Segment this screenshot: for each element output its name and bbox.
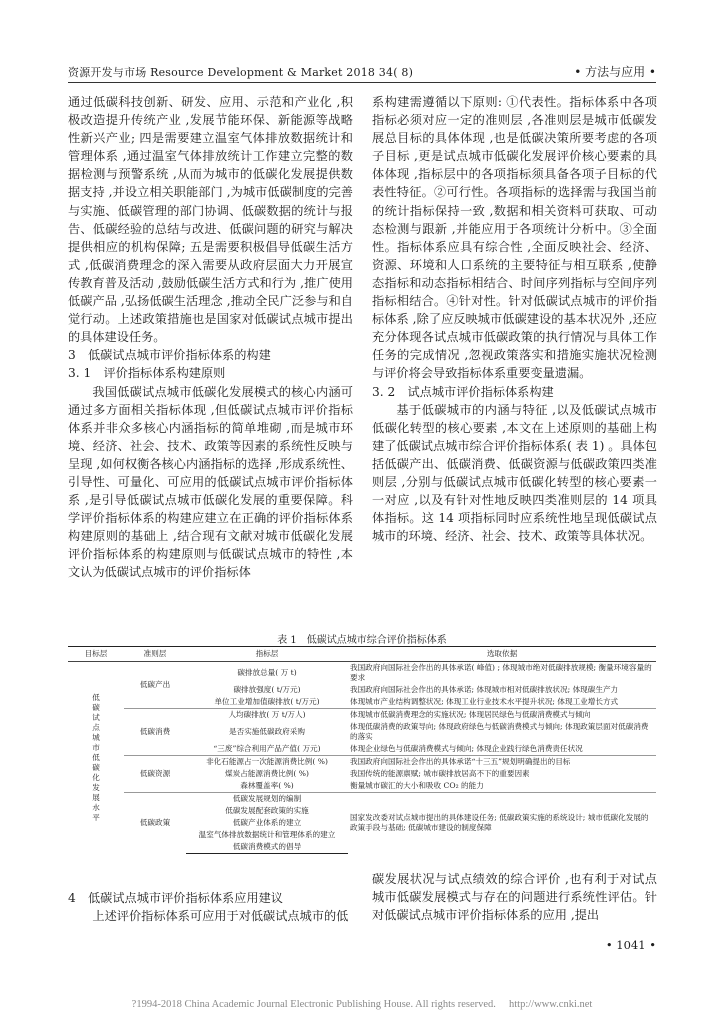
table-row xyxy=(68,793,656,806)
indicator-table xyxy=(68,646,656,854)
subsection-3-1-heading: 3. 1 评价指标体系构建原则 xyxy=(68,366,226,381)
indicator-cell: 低碳消费模式的倡导 xyxy=(186,841,348,854)
table-row xyxy=(68,756,656,769)
subsection-3-2-heading: 3. 2 试点城市评价指标体系构建 xyxy=(372,384,554,399)
criterion-cell: 低碳产出 xyxy=(139,680,171,689)
basis-cell: 我国政府向国际社会作出的具体承诺“十三五”规划明确提出的目标 xyxy=(348,756,656,769)
section-4-paragraph: 上述评价指标体系可应用于对低碳试点城市的低 xyxy=(92,909,349,924)
indicator-cell: 碳排放强度( t/万元) xyxy=(233,685,301,694)
indicator-cell: 单位工业增加值碳排放( t/万元) xyxy=(214,697,320,706)
indicator-cell: 低碳产业体系的建立 xyxy=(232,818,302,827)
indicator-cell: 温室气体排放数据统计和管理体系的建立 xyxy=(198,830,336,839)
copyright-footer: ?1994-2018 China Academic Journal Electronic Publishing House. All rights reserved. http://www.cnki.net xyxy=(131,999,593,1010)
basis-cell: 我国政府向国际社会作出的具体承诺( 峰值) ; 体现城市绝对低碳排放规模; 衡量环境容量的要求 xyxy=(350,663,652,682)
indicator-cell: 非化石能源占一次能源消费比例( %) xyxy=(186,756,348,769)
indicator-cell: 是否实施低碳政府采购 xyxy=(229,727,305,736)
indicator-cell: 碳排放总量( 万 t) xyxy=(237,668,297,677)
indicator-cell: 森林覆盖率( %) xyxy=(240,781,294,790)
section-4-heading: 4 低碳试点城市评价指标体系应用建议 xyxy=(68,891,283,905)
basis-cell: 体现城市低碳消费理念的实施状况; 体现居民绿色与低碳消费模式与倾向 xyxy=(348,709,656,722)
basis-cell: 我国政府向国际社会作出的具体承诺; 体现城市相对低碳排放状况; 体现碳生产力 xyxy=(350,685,619,694)
left-paragraph-2: 我国低碳试点城市低碳化发展模式的核心内涵可通过多方面相关指标体现 ,但低碳试点城市评价指标体系并非众多核心内涵指标的简单堆砌 ,而是城市环境、经济、社会、技术、政策等因素的系统性反映与呈现 ,如何权衡各核心内涵指标的选择 ,形成系统性、引导性、可量化、可应用的低碳试点城市评价指标体系 ,是引导低碳试点城市低碳化发展的重要保障。科学评价指标体系的构建应建立在正确的评价指标体系构建原则的基础上 ,结合现有文献对城市低碳化发展评价指标体系的构建原则与低碳试点城市的特性 ,本文认为低碳试点城市的评价指标体 xyxy=(68,384,353,580)
indicator-cell: 低碳发展规划的编制 xyxy=(186,793,348,806)
basis-cell: 体现城市产业结构调整状况; 体现工业行业技术水平提升状况; 体现工业增长方式 xyxy=(350,697,619,706)
table-caption: 表 1 低碳试点城市综合评价指标体系 xyxy=(277,635,447,646)
table-row xyxy=(68,709,656,722)
section-4 xyxy=(68,889,353,925)
basis-cell: 体现企业绿色与低碳消费模式与倾向; 体现企业践行绿色消费责任状况 xyxy=(350,744,583,753)
right-column xyxy=(372,93,657,545)
table-row xyxy=(68,662,656,685)
header-target-layer: 目标层 xyxy=(68,647,124,662)
right-paragraph-2: 基于低碳城市的内涵与特征 ,以及低碳试点城市低碳化转型的核心要素 ,本文在上述原则的基础上构建了低碳试点城市综合评价指标体系( 表 1) 。具体包括低碳产出、低碳消费、低碳资源与低碳政策四类准则层 ,分别与低碳试点城市低碳化转型的核心要素一一对应 ,以及有针对性地反映四类准则层的 14 项具体指标。这 14 项指标同时应系统性地呈现低碳试点城市的环境、经济、社会、技术、政策等具体状况。 xyxy=(372,402,657,544)
right-paragraph-1: 系构建需遵循以下原则: ①代表性。指标体系中各项指标必须对应一定的准则层 ,各准则层是城市低碳发展总目标的具体体现 ,也是低碳决策所要考虑的各项子目标 ,更是试点城市低碳化发展评价核心要素的具体体现 ,指标层中的各项指标须具备各项子目标的代表性特征。②可行性。各项指标的选择需与我国当前的统计指标保持一致 ,数据和相关资料可获取、可动态检测与跟新 ,并能应用于各项统计分析中。③全面性。指标体系应具有综合性 ,全面反映社会、经济、资源、环境和人口系统的主要特征与相互联系 ,使静态指标和动态指标相结合、时间序列指标与空间序列指标相结合。④针对性。针对低碳试点城市的评价指标体系 ,除了应反映城市低碳建设的基本状况外 ,还应充分体现各试点城市低碳政策的执行情况与具体工作任务的完成情况 ,忽视政策落实和措施实施状况检测与评价将会导致指标体系重要变量遗漏。 xyxy=(372,95,657,381)
section-3-heading: 3 低碳试点城市评价指标体系的构建 xyxy=(68,348,271,363)
indicator-cell: “三废”综合利用产品产值( 万元) xyxy=(213,744,321,753)
section-header: • 方法与应用 • xyxy=(574,65,656,79)
criterion-cell: 低碳消费 xyxy=(124,709,186,756)
indicator-cell: 煤炭占能源消费比例( %) xyxy=(225,769,309,778)
indicator-cell: 人均碳排放( 万 t/万人) xyxy=(186,709,348,722)
target-cell: 低碳试点城市低碳化发展水平 xyxy=(92,692,100,822)
criterion-cell: 低碳资源 xyxy=(124,756,186,793)
left-paragraph-1: 通过低碳科技创新、研发、应用、示范和产业化 ,积极改造提升传统产业 ,发展节能环保、新能源等战略性新兴产业; 四是需要建立温室气体排放数据统计和管理体系 ,通过温室气体排放统计工作建立完整的数据检测与预警系统 ,从而为城市的低碳化发展提供数据支持 ,并设立相关职能部门 ,为城市低碳制度的完善与实施、低碳管理的部门协调、低碳数据的统计与报告、低碳经验的总结与改进、低碳问题的研究与解决提供相应的机构保障; 五是需要积极倡导低碳生活方式 ,低碳消费理念的深入需要从政府层面大力开展宣传教育普及活动 ,鼓励低碳生活方式和行为 ,推广使用低碳产品 ,弘扬低碳生活理念 ,推动全民广泛参与和自觉行动。上述政策措施也是国家对低碳试点城市提出的具体建设任务。 xyxy=(68,95,353,345)
basis-cell: 衡量城市碳汇的大小和吸收 CO₂ 的能力 xyxy=(350,781,484,790)
header-rule xyxy=(68,82,656,83)
left-column xyxy=(68,93,353,582)
basis-cell: 国家发改委对试点城市提出的具体建设任务; 低碳政策实施的系统设计; 城市低碳化发展的政策手段与基础; 低碳城市建设的制度保障 xyxy=(348,793,656,854)
basis-cell: 体现低碳消费的政策导向; 体现政府绿色与低碳消费模式与倾向; 体现政策层面对低碳消费的落实 xyxy=(350,722,649,741)
criterion-cell: 低碳政策 xyxy=(124,793,186,854)
page-number: • 1041 • xyxy=(605,938,656,952)
header-criterion-layer: 准则层 xyxy=(124,647,186,662)
table-header-row xyxy=(68,647,656,662)
right-bottom-block xyxy=(372,870,657,924)
journal-header: 资源开发与市场 Resource Development & Market 2018 34( 8) xyxy=(68,66,414,79)
header-basis: 选取依据 xyxy=(348,647,656,662)
indicator-cell: 低碳发展配套政策的实施 xyxy=(225,806,309,815)
basis-cell: 我国传统的能源禀赋; 城市碳排放居高不下的重要因素 xyxy=(350,769,530,778)
header-indicator-layer: 指标层 xyxy=(186,647,348,662)
right-bottom-paragraph: 碳发展状况与试点绩效的综合评价 ,也有利于对试点城市低碳发展模式与存在的问题进行系统性评估。针对低碳试点城市评价指标体系的应用 ,提出 xyxy=(372,872,657,923)
